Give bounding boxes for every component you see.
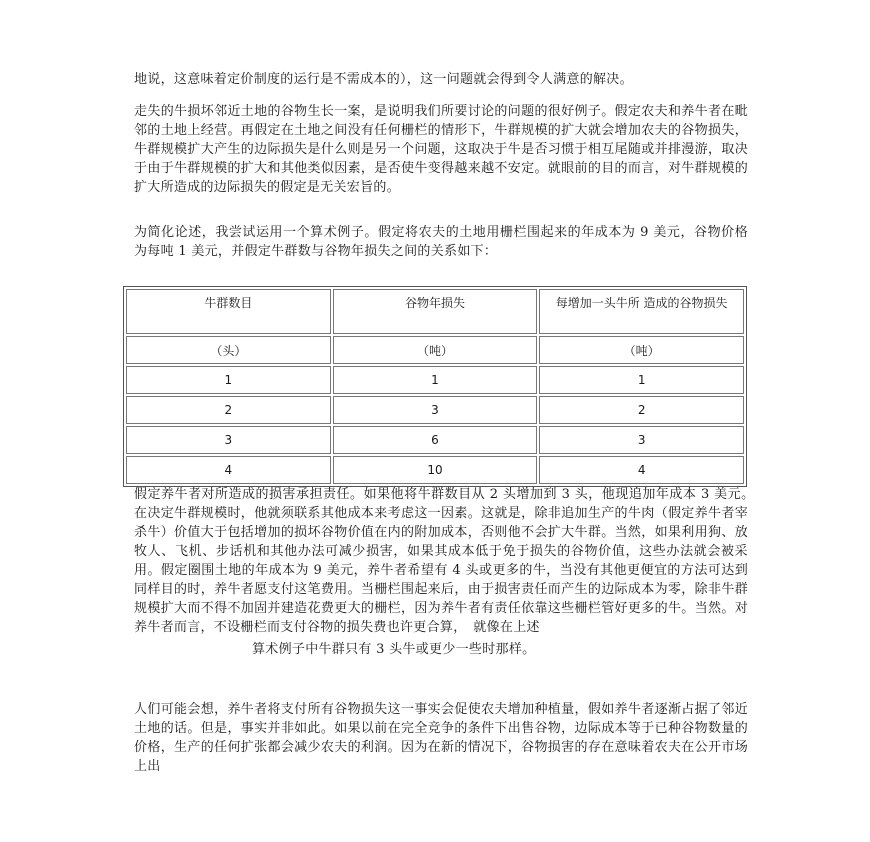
paragraph-1: 地说，这意味着定价制度的运行是不需成本的），这一问题就会得到令人满意的解决。 xyxy=(134,72,633,87)
unit-ton: （吨） xyxy=(539,336,744,364)
table-cell: 3 xyxy=(333,396,538,424)
table-cell: 3 xyxy=(126,426,331,454)
unit-head: （头） xyxy=(126,336,331,364)
table-cell: 1 xyxy=(539,366,744,394)
header-marginal-loss: 每增加一头牛所 造成的谷物损失 xyxy=(539,289,744,334)
paragraph-3: 为简化论述，我尝试运用一个算术例子。假定将农夫的土地用栅栏围起来的年成本为 9 美元，谷物价格为每吨 1 美元，并假定牛群数与谷物年损失之间的关系如下： xyxy=(134,225,748,259)
table-cell: 2 xyxy=(126,396,331,424)
table-row xyxy=(126,456,744,484)
header-herd-size: 牛群数目 xyxy=(126,289,331,334)
table-cell: 3 xyxy=(539,426,744,454)
header-annual-crop-loss: 谷物年损失 xyxy=(333,289,538,334)
paragraph-4-last-line: 算术例子中牛群只有 3 头牛或更少一些时那样。 xyxy=(252,642,536,657)
paragraph-4: 假定养牛者对所造成的损害承担责任。如果他将牛群数目从 2 头增加到 3 头，他现追加年成本 3 美元。 在决定牛群规模时，他就须联系其他成本来考虑这一因素。这就是，除非追加生产的牛肉（假定养牛者宰杀牛）价值大于包括增加的损坏谷物价值在内的附加成本，否则他不会扩大牛群。当然，如果利用狗、放牧人、飞机、步话机和其他办法可减少损害，如果其成本低于免于损失的谷物价值，这些办法就会被采用。假定圈围土地的年成本为 9 美元，养牛者希望有 4 头或更多的牛，当没有其他更便宜的方法可达到同样目的时，养牛者愿支付这笔费用。当栅栏围起来后，由于损害责任而产生的边际成本为零，除非牛群规模扩大而不得不加固并建造花费更大的栅栏，因为养牛者有责任依靠这些栅栏管好更多的牛。当然。对养牛者而言，不设栅栏而支付谷物的损失费也许更合算， 就像在上述 xyxy=(134,487,762,635)
table-cell: 6 xyxy=(333,426,538,454)
table-cell: 4 xyxy=(539,456,744,484)
table-header-row xyxy=(126,289,744,334)
table-cell: 4 xyxy=(126,456,331,484)
table-row xyxy=(126,366,744,394)
paragraph-5: 人们可能会想，养牛者将支付所有谷物损失这一事实会促使农夫增加种植量，假如养牛者逐渐占据了邻近土地的话。但是，事实并非如此。如果以前在完全竞争的条件下出售谷物，边际成本等于已种谷物数量的价格，生产的任何扩张都会减少农夫的利润。因为在新的情况下，谷物损害的存在意味着农夫在公开市场上出 xyxy=(134,702,748,774)
table-unit-row xyxy=(126,336,744,364)
paragraph-2: 走失的牛损坏邻近土地的谷物生长一案，是说明我们所要讨论的问题的很好例子。假定农夫和养牛者在毗邻的土地上经营。再假定在土地之间没有任何栅栏的情形下，牛群规模的扩大就会增加农夫的谷物损失，牛群规模扩大产生的边际损失是什么则是另一个问题，这取决于牛是否习惯于相互尾随或并排漫游，取决于由于牛群规模的扩大和其他类似因素，是否使牛变得越来越不安定。就眼前的目的而言，对牛群规模的扩大所造成的边际损失的假定是无关宏旨的。 xyxy=(134,104,748,195)
table-row xyxy=(126,396,744,424)
cattle-crop-loss-table xyxy=(123,286,747,487)
table-cell: 10 xyxy=(333,456,538,484)
unit-ton: （吨） xyxy=(333,336,538,364)
table-cell: 1 xyxy=(126,366,331,394)
table-cell: 2 xyxy=(539,396,744,424)
table-cell: 1 xyxy=(333,366,538,394)
table-row xyxy=(126,426,744,454)
